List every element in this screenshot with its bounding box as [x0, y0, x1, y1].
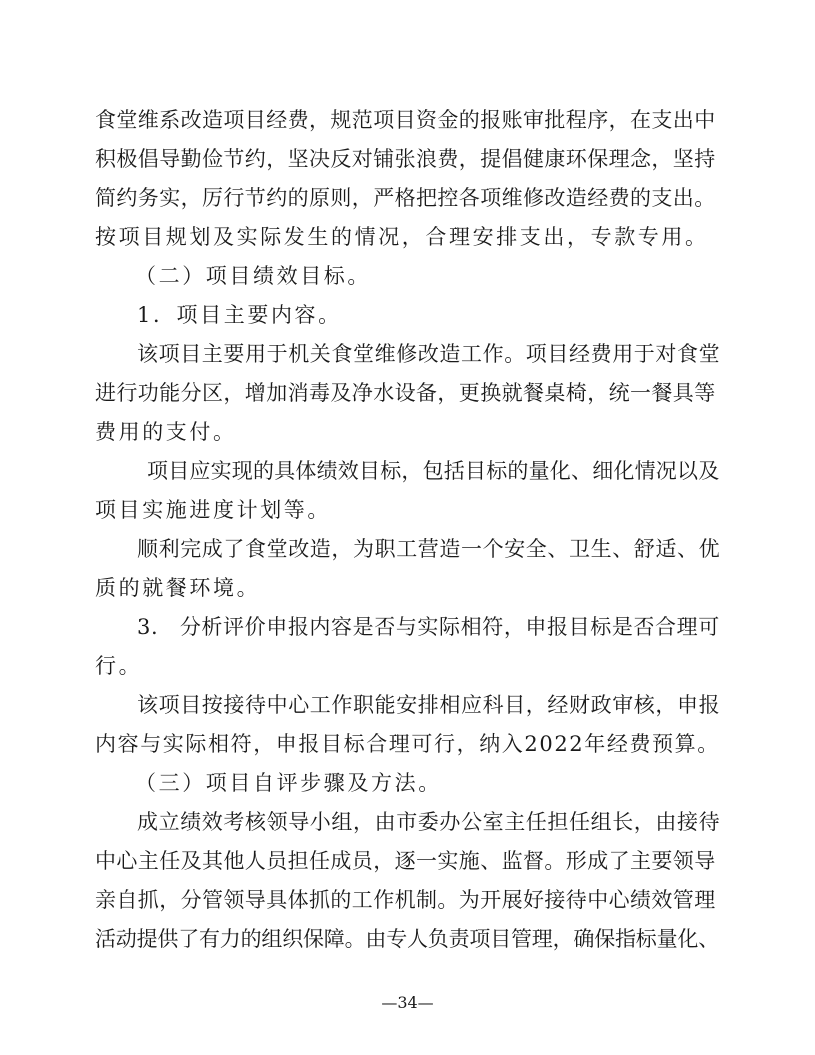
- page-number: —34—: [381, 993, 434, 1012]
- text-line-22: 活动提供了有力的组织保障。由专人负责项目管理，确保指标量化、: [95, 927, 719, 951]
- text-line-13: 质的就餐环境。: [95, 576, 261, 600]
- text-line-11: 项目实施进度计划等。: [95, 498, 331, 522]
- text-line-7: 该项目主要用于机关食堂维修改造工作。项目经费用于对食堂: [137, 342, 721, 366]
- text-line-19: 成立绩效考核领导小组，由市委办公室主任担任组长，由接待: [137, 810, 721, 834]
- section-heading-3: （三）项目自评步骤及方法。: [135, 771, 442, 795]
- text-line-3: 简约务实，厉行节约的原则，严格把控各项维修改造经费的支出。: [95, 186, 716, 210]
- subsection-heading-3: 3. 分析评价申报内容是否与实际相符，申报目标是否合理可: [137, 615, 720, 639]
- text-line-8: 进行功能分区，增加消毒及净水设备，更换就餐桌椅，统一餐具等: [95, 381, 716, 405]
- text-line-9: 费用的支付。: [95, 420, 237, 444]
- section-heading-2: （二）项目绩效目标。: [135, 264, 371, 288]
- text-line-10: 项目应实现的具体绩效目标，包括目标的量化、细化情况以及: [147, 459, 720, 483]
- text-line-1: 食堂维系改造项目经费，规范项目资金的报账审批程序，在支出中: [95, 108, 716, 132]
- text-line-2: 积极倡导勤俭节约，坚决反对铺张浪费，提倡健康环保理念，坚持: [95, 147, 716, 171]
- text-line-21: 亲自抓，分管领导具体抓的工作机制。为开展好接待中心绩效管理: [95, 888, 716, 912]
- text-line-17: 内容与实际相符，申报目标合理可行，纳入2022年经费预算。: [95, 732, 720, 756]
- text-line-12: 顺利完成了食堂改造，为职工营造一个安全、卫生、舒适、优: [137, 537, 721, 561]
- text-line-20: 中心主任及其他人员担任成员，逐一实施、监督。形成了主要领导: [95, 849, 716, 873]
- text-line-15: 行。: [95, 654, 143, 678]
- text-line-4: 按项目规划及实际发生的情况，合理安排支出，专款专用。: [95, 225, 709, 249]
- text-line-16: 该项目按接待中心工作职能安排相应科目，经财政审核，申报: [137, 693, 721, 717]
- subsection-heading-1: 1．项目主要内容。: [137, 303, 342, 327]
